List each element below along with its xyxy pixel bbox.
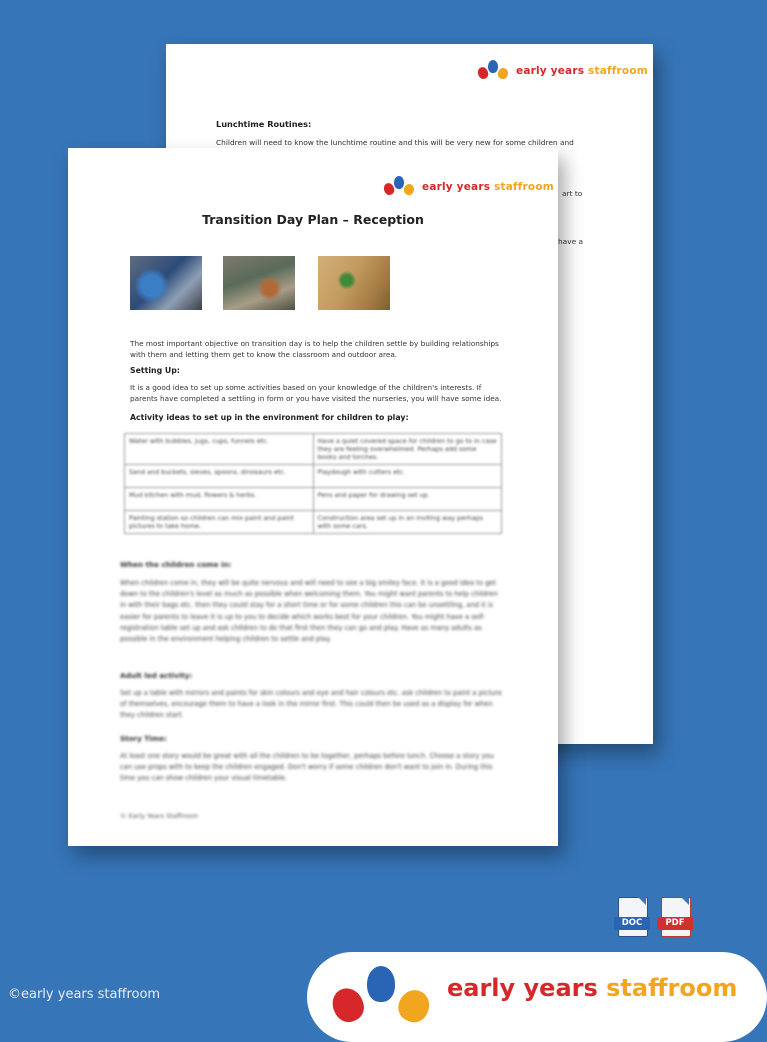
logo-word-2: staffroom (494, 181, 554, 193)
table-row (125, 488, 502, 511)
lunchtime-heading: Lunchtime Routines: (216, 119, 312, 129)
logo-word-1: early years (516, 65, 585, 77)
table-cell: Have a quiet covered space for children to go to in case they are feeling overwhelmed. Perhaps add some books and torches. (313, 434, 502, 465)
table-cell: Mud kitchen with mud, flowers & herbs. (125, 488, 314, 511)
back-text-fragment: have a (558, 237, 584, 246)
handprints-logo-icon (325, 966, 445, 1026)
setting-up-paragraph: It is a good idea to set up some activities based on your knowledge of the children's interests. If parents have completed a settling in form or you have visited the nurseries, you will have some idea. (130, 383, 502, 403)
document-title: Transition Day Plan – Reception (202, 212, 424, 227)
pdf-label: PDF (657, 917, 693, 930)
table-cell: Painting station so children can mix paint and paint pictures to take home. (125, 511, 314, 534)
table-cell: Sand and buckets, sieves, spoons, dinosaurs etc. (125, 465, 314, 488)
photo-water-play (130, 256, 202, 310)
story-time-heading: Story Time: (120, 734, 167, 743)
doc-file-icon[interactable] (614, 897, 650, 941)
copyright-text: ©early years staffroom (8, 987, 161, 1002)
table-cell: Water with bubbles, jugs, cups, funnels etc. (125, 434, 314, 465)
table-row (125, 511, 502, 534)
logo-word-1: early years (422, 181, 491, 193)
adult-led-heading: Adult led activity: (120, 671, 193, 680)
table-cell: Pens and paper for drawing set up. (313, 488, 502, 511)
handprints-icon (478, 60, 516, 82)
brand-banner (307, 952, 767, 1042)
when-children-come-in-paragraph: When children come in, they will be quite nervous and will need to see a big smiley face. It is a good idea to get down to the children's level as much as possible when welcoming them. You might want parents to help children in with their bags etc. then they could stay for a short time or for some children this can be unsettling, and it is easier for parents to leave it is up to you to decide which works best for your children. You might have a self-registration table set up and ask children to do that first then they can go and play. Have as many adults as possible in the environment helping children to settle and play. (120, 579, 498, 644)
when-children-come-in-heading: When the children come in: (120, 560, 232, 569)
activity-table (124, 433, 502, 534)
back-page-logo (478, 60, 648, 82)
activity-ideas-heading: Activity ideas to set up in the environment for children to play: (130, 413, 409, 422)
banner-brand-text (447, 974, 737, 1002)
banner-word-2: staffroom (606, 974, 738, 1002)
table-cell: Construction area set up in an inviting way perhaps with some cars. (313, 511, 502, 534)
page-footer: © Early Years Staffroom (120, 812, 199, 820)
table-row (125, 465, 502, 488)
lunchtime-paragraph: Children will need to know the lunchtime routine and this will be very new for some children and (216, 138, 574, 147)
front-page-preview (68, 148, 558, 846)
logo-word-2: staffroom (588, 65, 648, 77)
front-page-logo (384, 176, 554, 198)
banner-word-1: early years (447, 974, 607, 1002)
back-text-fragment: art to (562, 189, 583, 198)
setting-up-heading: Setting Up: (130, 366, 180, 375)
table-row (125, 434, 502, 465)
photo-mud-kitchen (223, 256, 295, 310)
story-time-paragraph: At least one story would be great with all the children to be together, perhaps before lunch. Choose a story you can use props with to keep the children engaged. Don't worry if some children don't want to join in. During this time you can show children your visual timetable. (120, 752, 494, 783)
intro-paragraph: The most important objective on transition day is to help the children settle by building relationships with them and letting them get to know the classroom and outdoor area. (130, 339, 499, 359)
handprints-icon (384, 176, 422, 198)
adult-led-paragraph: Set up a table with mirrors and paints for skin colours and eye and hair colours etc. ask children to paint a picture of themselves, encourage them to have a look in the mirror first. This could then be used as a display for when they children start. (120, 689, 502, 720)
photo-sand-play (318, 256, 390, 310)
pdf-file-icon[interactable] (657, 897, 693, 941)
table-cell: Playdough with cutters etc. (313, 465, 502, 488)
doc-label: DOC (614, 917, 650, 930)
